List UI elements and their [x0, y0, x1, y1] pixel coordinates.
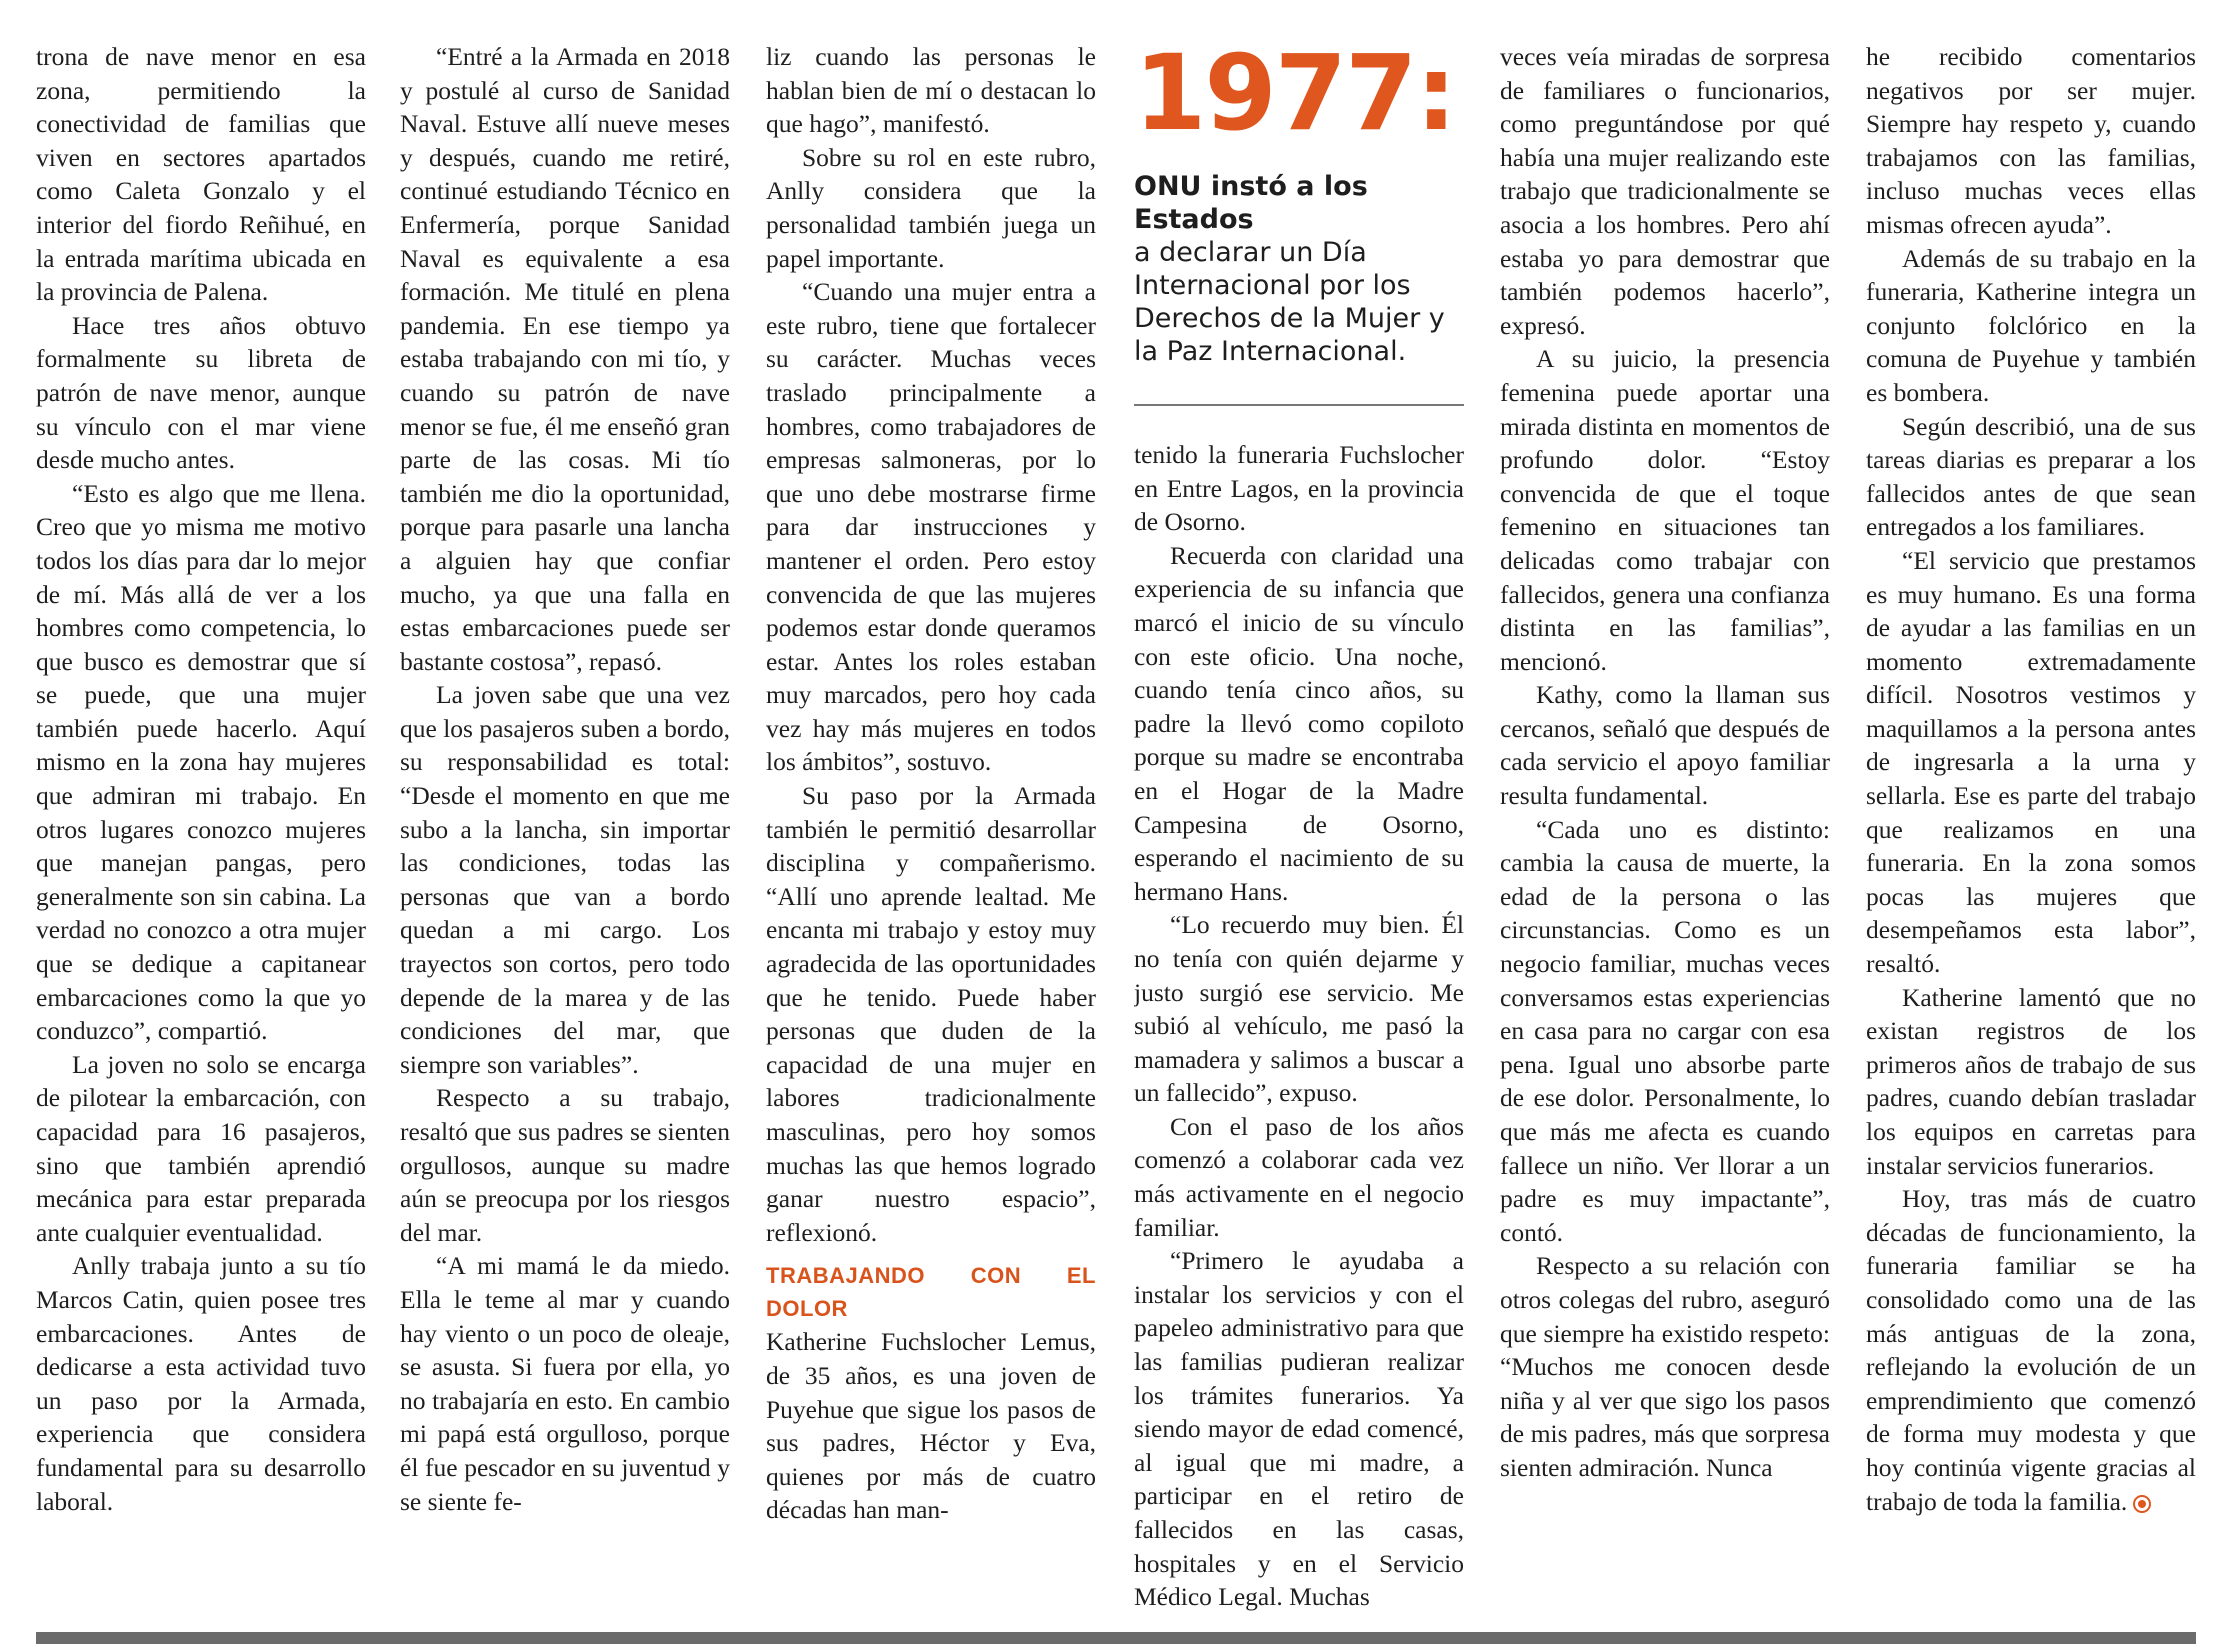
- article-paragraph: “Primero le ayudaba a instalar los servicios y con el papeleo administrativo para que las familias pudieran realizar los trámites funerarios. Ya siendo mayor de edad comencé, al igual que mi madre, a participar en el retiro de fallecidos en las casas, hospitales y en el Servicio Médico Legal. Muchas: [1134, 1246, 1464, 1612]
- article-paragraph: trona de nave menor en esa zona, permitiendo la conectividad de familias que viven en sectores apartados como Caleta Gonzalo y el interior del fiordo Reñihué, en la entrada marítima ubicada en la provincia de Palena.: [36, 42, 366, 307]
- article-paragraph: “Lo recuerdo muy bien. Él no tenía con quién dejarme y justo surgió ese servicio. Me subió al vehículo, me pasó la mamadera y salimos a buscar a un fallecido”, expuso.: [1134, 910, 1464, 1108]
- pullquote-divider: [1134, 404, 1464, 406]
- article-paragraph: “Cada uno es distinto: cambia la causa de muerte, la edad de la persona o las circunstancias. Como es un negocio familiar, muchas veces conversamos estas experiencias en casa para no cargar con esa pena. Igual uno absorbe parte de ese dolor. Personalmente, lo que más me afecta es cuando fallece un niño. Ver llorar a un padre es muy impactante”, contó.: [1500, 814, 1830, 1247]
- article-column-1: [36, 40, 366, 1518]
- pullquote-body-text: a declarar un Día Internacional por los Derechos de la Mujer y la Paz Internacional.: [1134, 237, 1445, 367]
- article-paragraph: liz cuando las personas le hablan bien de mí o destacan lo que hago”, manifestó.: [766, 42, 1096, 139]
- pullquote-box: [1134, 32, 1464, 406]
- article-paragraph: “Cuando una mujer entra a este rubro, tiene que fortalecer su carácter. Muchas veces traslado principalmente a hombres, como trabajadores de empresas salmoneras, por lo que uno debe mostrarse firme para dar instrucciones y mantener el orden. Pero estoy convencida de que las mujeres podemos estar donde queramos estar. Antes los roles estaban muy marcados, pero hoy cada vez hay más mujeres en todos los ámbitos”, sostuvo.: [766, 277, 1096, 777]
- article-paragraph: Sobre su rol en este rubro, Anlly considera que la personalidad también juega un papel importante.: [766, 142, 1096, 273]
- article-paragraph: Con el paso de los años comenzó a colaborar cada vez más activamente en el negocio familiar.: [1134, 1111, 1464, 1242]
- article-paragraph: Respecto a su relación con otros colegas del rubro, aseguró que siempre ha existido respeto: “Muchos me conocen desde niña y al ver que sigo los pasos de mis padres, más que sorpresa sienten admiración. Nunca: [1500, 1251, 1830, 1482]
- article-paragraph: “Esto es algo que me llena. Creo que yo misma me motivo todos los días para dar lo mejor de mí. Más allá de ver a los hombres como competencia, lo que busco es demostrar que sí se puede, que una mujer también puede hacerlo. Aquí mismo en la zona hay mujeres que admiran mi trabajo. En otros lugares conozco mujeres que manejan pangas, pero generalmente son sin cabina. La verdad no conozco a otra mujer que se dedique a capitanear embarcaciones como la que yo conduzco”, compartió.: [36, 478, 366, 1046]
- article-paragraph: Además de su trabajo en la funeraria, Katherine integra un conjunto folclórico en la comuna de Puyehue y también es bombera.: [1866, 243, 2196, 407]
- article-paragraph: Kathy, como la llaman sus cercanos, señaló que después de cada servicio el apoyo familiar resulta fundamental.: [1500, 680, 1830, 811]
- article-paragraph: he recibido comentarios negativos por ser mujer. Siempre hay respeto y, cuando trabajamos con las familias, incluso muchas veces ellas mismas ofrecen ayuda”.: [1866, 42, 2196, 239]
- article-paragraph: La joven sabe que una vez que los pasajeros suben a bordo, su responsabilidad es total: “Desde el momento en que me subo a la lancha, sin importar las condiciones, todas las personas que van a bordo quedan a mi cargo. Los trayectos son cortos, pero todo depende de la marea y de las condiciones del mar, que siempre son variables”.: [400, 680, 730, 1079]
- article-paragraph: A su juicio, la presencia femenina puede aportar una mirada distinta en momentos de profundo dolor. “Estoy convencida de que el toque femenino en situaciones tan delicadas como trabajar con fallecidos, genera una confianza distinta en las familias”, mencionó.: [1500, 344, 1830, 676]
- article-paragraph: Katherine lamentó que no existan registros de los primeros años de trabajo de sus padres, cuando debían trasladar los equipos en carretas para instalar servicios funerarios.: [1866, 982, 2196, 1180]
- article-paragraph: “A mi mamá le da miedo. Ella le teme al mar y cuando hay viento o un poco de oleaje, se asusta. Si fuera por ella, yo no trabajaría en esto. En cambio mi papá está orgulloso, porque él fue pescador en su juventud y se siente fe-: [400, 1251, 730, 1516]
- article-paragraph: veces veía miradas de sorpresa de familiares o funcionarios, como preguntándose por qué había una mujer realizando este trabajo que tradicionalmente se asocia a los hombres. Pero ahí estaba yo para demostrar que también podemos hacerlo”, expresó.: [1500, 42, 1830, 340]
- article-column-5: [1500, 40, 1830, 1485]
- pullquote-text: [1134, 170, 1464, 368]
- end-of-article-icon: [2133, 1495, 2151, 1513]
- pullquote-bold-text: ONU instó a los Estados: [1134, 171, 1368, 235]
- article-paragraph: Recuerda con claridad una experiencia de su infancia que marcó el inicio de su vínculo con este oficio. Una noche, cuando tenía cinco años, su padre la llevó como copiloto porque su madre se encontraba en el Hogar de la Madre Campesina de Osorno, esperando el nacimiento de su hermano Hans.: [1134, 540, 1464, 906]
- article-paragraph: tenido la funeraria Fuchslocher en Entre Lagos, en la provincia de Osorno.: [1134, 440, 1464, 537]
- article-paragraph: Katherine Fuchslocher Lemus, de 35 años, es una joven de Puyehue que sigue los pasos de sus padres, Héctor y Eva, quienes por más de cuatro décadas han man-: [766, 1327, 1096, 1525]
- article-paragraph: Hace tres años obtuvo formalmente su libreta de patrón de nave menor, aunque su vínculo con el mar viene desde mucho antes.: [36, 310, 366, 475]
- article-column-3: [766, 40, 1096, 1527]
- article-column-4: [1134, 438, 1464, 1614]
- article-column-6: [1866, 40, 2196, 1518]
- article-column-2: [400, 40, 730, 1518]
- article-paragraph: Anlly trabaja junto a su tío Marcos Catin, quien posee tres embarcaciones. Antes de dedicarse a esta actividad tuvo un paso por la Armada, experiencia que considera fundamental para su desarrollo laboral.: [36, 1251, 366, 1516]
- article-paragraph: Según describió, una de sus tareas diarias es preparar a los fallecidos antes de que sean entregados a los familiares.: [1866, 411, 2196, 542]
- section-subheading: TRABAJANDO CON EL DOLOR: [766, 1263, 1096, 1322]
- article-paragraph: “Entré a la Armada en 2018 y postulé al curso de Sanidad Naval. Estuve allí nueve meses y después, cuando me retiré, continué estudiando Técnico en Enfermería, porque Sanidad Naval es equivalente a esa formación. Me titulé en plena pandemia. En ese tiempo ya estaba trabajando con mi tío, y cuando su patrón de nave menor se fue, él me enseñó gran parte de las cosas. Mi tío también me dio la oportunidad, porque para pasarle una lancha a alguien hay que confiar mucho, ya que una falla en estas embarcaciones puede ser bastante costosa”, repasó.: [400, 42, 730, 676]
- article-paragraph: Respecto a su trabajo, resaltó que sus padres se sienten orgullosos, aunque su madre aún se preocupa por los riesgos del mar.: [400, 1083, 730, 1247]
- pullquote-year: 1977:: [1134, 32, 1456, 154]
- article-paragraph: Su paso por la Armada también le permitió desarrollar disciplina y compañerismo. “Allí uno aprende lealtad. Me encanta mi trabajo y estoy muy agradecida de las oportunidades que he tenido. Puede haber personas que duden de la capacidad de una mujer en labores tradicionalmente masculinas, pero hoy somos muchas las que hemos logrado ganar nuestro espacio”, reflexionó.: [766, 781, 1096, 1247]
- article-paragraph: La joven no solo se encarga de pilotear la embarcación, con capacidad para 16 pasajeros, sino que también aprendió mecánica para estar preparada ante cualquier eventualidad.: [36, 1049, 366, 1247]
- page-bottom-rule: [36, 1632, 2196, 1644]
- article-paragraph: “El servicio que prestamos es muy humano. Es una forma de ayudar a las familias en un momento extremadamente difícil. Nosotros vestimos y maquillamos a la persona antes de ingresarla a la urna y sellarla. Ese es parte del trabajo que realizamos en una funeraria. En la zona somos pocas las mujeres que desempeñamos esta labor”, resaltó.: [1866, 545, 2196, 979]
- article-paragraph: Hoy, tras más de cuatro décadas de funcionamiento, la funeraria familiar se ha consolidado como una de las más antiguas de la zona, reflejando la evolución de un emprendimiento que comenzó de forma muy modesta y que hoy continúa vigente gracias al trabajo de toda la familia.: [1866, 1184, 2196, 1516]
